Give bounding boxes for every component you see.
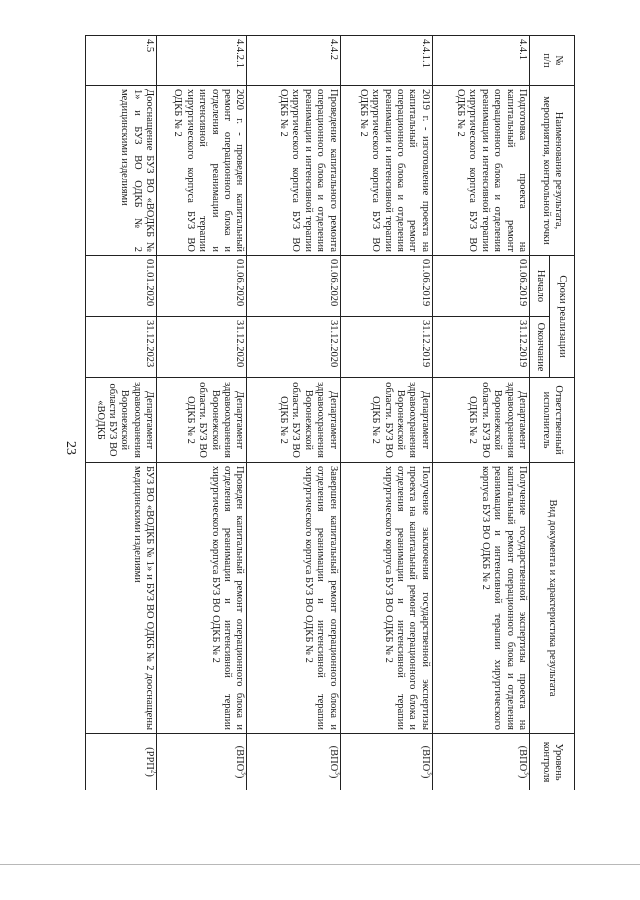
row-doc: Завершен капитальный ремонт операционного блока и отделения реанимации и интенсивной терапии хирургического корпуса БУЗ ВО ОДКБ № 2 xyxy=(247,463,340,734)
row-start: 01.06.2019 xyxy=(432,256,529,317)
header-dates: Сроки реализации xyxy=(550,256,575,378)
rotated-table-frame xyxy=(85,35,575,790)
row-level-sup: 3 xyxy=(333,771,342,775)
row-responsible: Департамент здравоохранения Воронежской области. БУЗ ВО ОДКБ № 2 xyxy=(432,378,529,463)
row-name: Подготовка проекта на капитальный ремонт операционного блока и отделения реанимации и интенсивной терапии хирургического корпуса БУЗ ВО ОДКБ № 2 xyxy=(432,86,529,256)
page-bottom-rule xyxy=(0,864,640,865)
header-start: Начало xyxy=(530,256,550,317)
row-level-sup: 3 xyxy=(425,771,434,775)
row-end: 31.12.2019 xyxy=(340,317,432,378)
header-end: Окончание xyxy=(530,317,550,378)
row-doc: Получение государственной экспертизы проекта на капитальный ремонт операционного блока и отделения реанимации и интенсивной терапии хирургического корпуса БУЗ ВО ОДКБ № 2 xyxy=(432,463,529,734)
row-level xyxy=(340,734,432,790)
row-end: 31.12.2019 xyxy=(432,317,529,378)
row-doc: Получение заключения государственной экспертизы проекта на капитальный ремонт операционного блока и отделения реанимации и интенсивной терапии хирургического корпуса БУЗ ВО ОДКБ № 2 xyxy=(340,463,432,734)
row-level-close: ) xyxy=(327,774,339,779)
row-responsible: Департамент здравоохранения Воронежской области. БУЗ ВО ОДКБ № 2 xyxy=(157,378,247,463)
row-level-text: (ВПО xyxy=(327,745,339,772)
header-doc: Вид документа и характеристика результата xyxy=(530,463,575,734)
rotated-table-content xyxy=(85,35,575,790)
row-start: 01.06.2020 xyxy=(157,256,247,317)
row-level-sup: 3 xyxy=(239,771,248,775)
row-num: 4.5 xyxy=(86,36,157,86)
row-start: 01.01.2020 xyxy=(86,256,157,317)
header-responsible: Ответственный исполнитель xyxy=(530,378,575,463)
row-level-close: ) xyxy=(144,773,156,777)
table-row xyxy=(340,36,432,791)
table-row xyxy=(432,36,529,791)
row-level xyxy=(86,734,157,790)
header-level: Уровень контроля xyxy=(530,734,575,790)
row-name: 2020 г. - проведен капитальный ремонт операционного блока и отделения реанимации и интенсивной терапии хирургического корпуса БУЗ ВО ОДКБ № 2 xyxy=(157,86,247,256)
row-num: 4.4.1 xyxy=(432,36,529,86)
row-level-sup: 3 xyxy=(522,771,531,775)
row-end: 31.12.2020 xyxy=(247,317,340,378)
row-responsible: Департамент здравоохранения Воронежской области БУЗ ВО «ВОДКБ xyxy=(86,378,157,463)
row-level-close: ) xyxy=(234,774,246,779)
table-row xyxy=(247,36,340,791)
row-level-close: ) xyxy=(419,774,431,779)
row-level-text: (РРП xyxy=(144,747,156,770)
table-row xyxy=(157,36,247,791)
row-level xyxy=(432,734,529,790)
row-level-text: (ВПО xyxy=(234,745,246,772)
row-level-text: (ВПО xyxy=(419,745,431,772)
header-name: Наименование результата, мероприятия, контрольной точки xyxy=(530,86,575,256)
row-doc: БУЗ ВО «ВОДКБ № 1» и БУЗ ВО ОДКБ № 2 дооснащены медицинскими изделиями xyxy=(86,463,157,734)
row-responsible: Департамент здравоохранения Воронежской области. БУЗ ВО ОДКБ № 2 xyxy=(247,378,340,463)
row-end: 31.12.2023 xyxy=(86,317,157,378)
table-row xyxy=(86,36,157,791)
row-doc: Проведен капитальный ремонт операционного блока и отделения реанимации и интенсивной терапии хирургического корпуса БУЗ ВО ОДКБ № 2 xyxy=(157,463,247,734)
row-name: Дооснащение БУЗ ВО «ВОДКБ № 1» и БУЗ ВО ОДКБ № 2 медицинскими изделиями xyxy=(86,86,157,256)
row-name: 2019 г. - изготовление проекта на капитальный ремонт операционного блока и отделения реанимации и интенсивной терапии хирургического корпуса БУЗ ВО ОДКБ № 2 xyxy=(340,86,432,256)
row-num: 4.4.2 xyxy=(247,36,340,86)
page-number: 23 xyxy=(63,441,78,455)
row-end: 31.12.2020 xyxy=(157,317,247,378)
row-responsible: Департамент здравоохранения Воронежской области. БУЗ ВО ОДКБ № 2 xyxy=(340,378,432,463)
row-level-sup: 2 xyxy=(149,769,158,774)
row-start: 01.06.2020 xyxy=(247,256,340,317)
row-level-close: ) xyxy=(517,774,528,779)
plan-table xyxy=(85,35,575,790)
row-level xyxy=(157,734,247,790)
row-level-text: (ВПО xyxy=(517,745,528,772)
row-num: 4.4.1.1 xyxy=(340,36,432,86)
header-num: № п/п xyxy=(530,36,575,86)
row-num: 4.4.2.1 xyxy=(157,36,247,86)
row-start: 01.06.2019 xyxy=(340,256,432,317)
row-name: Проведение капитального ремонта операционного блока и отделения реанимации и интенсивной терапии хирургического корпуса БУЗ ВО ОДКБ № 2 xyxy=(247,86,340,256)
row-level xyxy=(247,734,340,790)
